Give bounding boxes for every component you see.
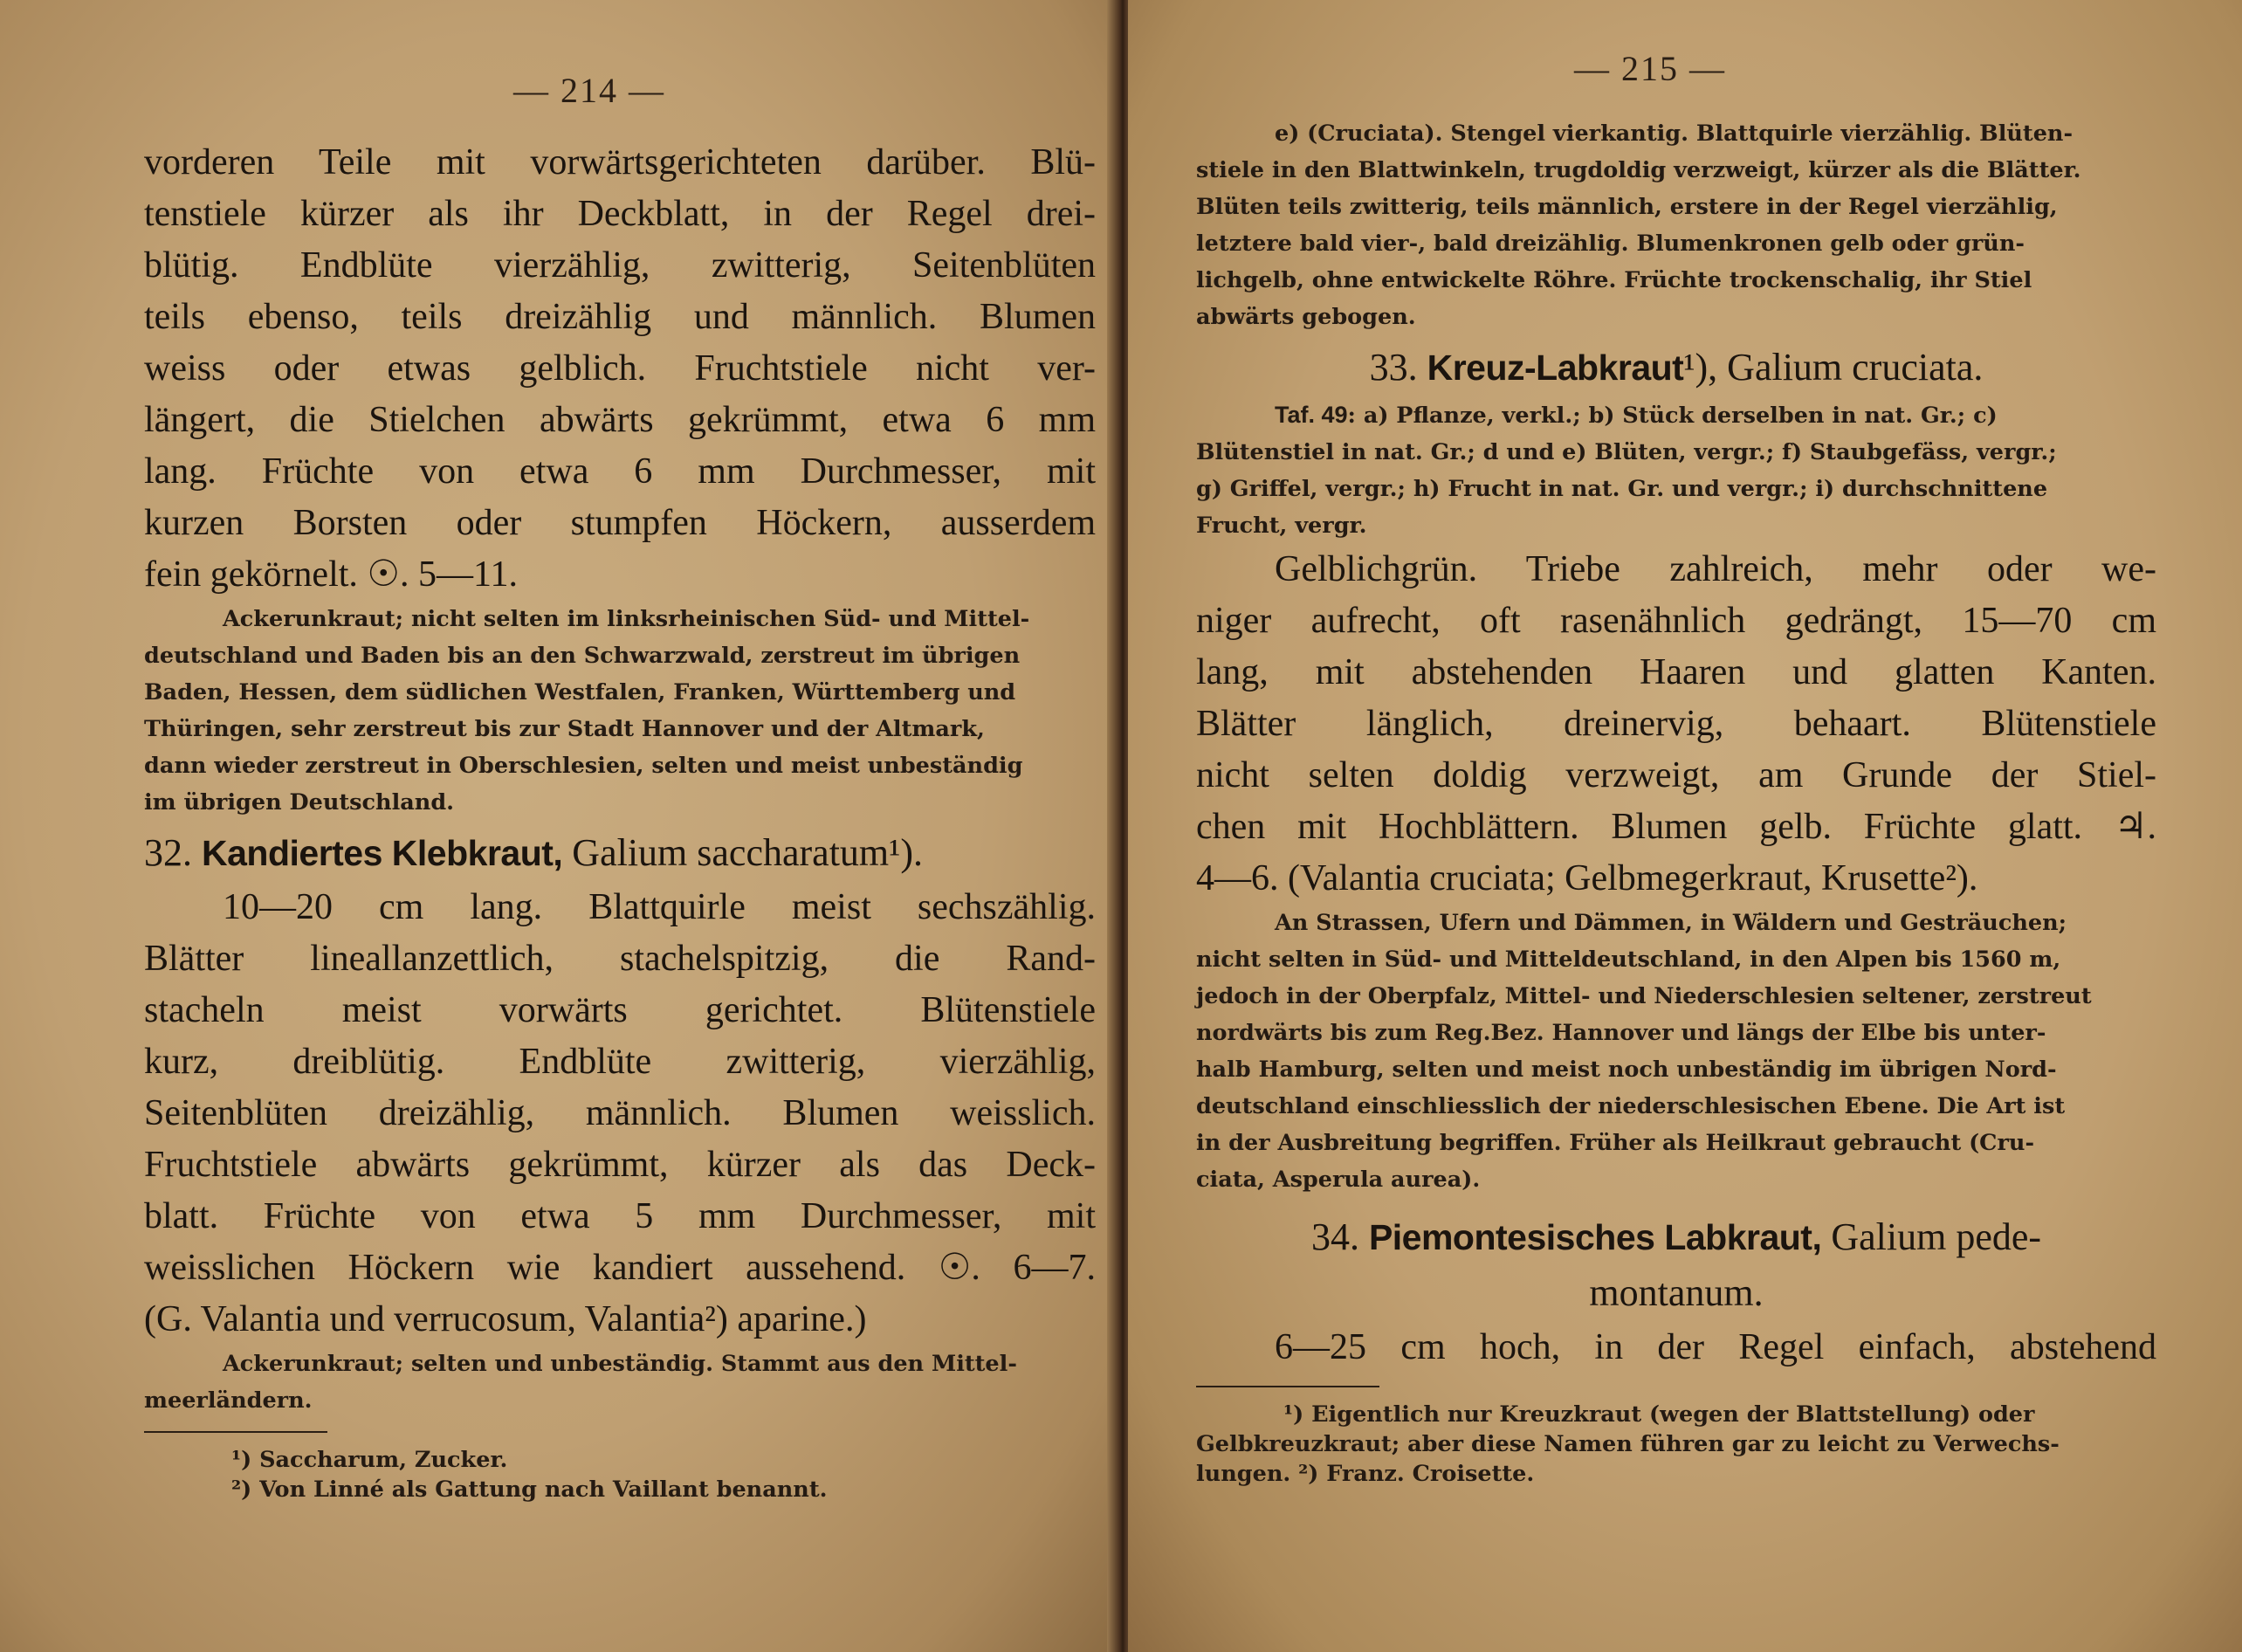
note-line: Baden, Hessen, dem südlichen Westfalen, Franken, Württemberg und	[144, 679, 1016, 706]
text-line: fein gekörnelt. ☉. 5—11.	[144, 554, 518, 595]
note-line: Ackerunkraut; selten und unbeständig. Stammt aus den Mittel-	[223, 1351, 1017, 1377]
note-line: abwärts gebogen.	[1196, 304, 1416, 330]
footnotes-left	[144, 1445, 1096, 1504]
text-line: 4—6. (Valantia cruciata; Gelbmegerkraut, Krusette²).	[1196, 858, 1978, 898]
entry-number: 34.	[1310, 1215, 1359, 1258]
text-line: weisslichen Höckern wie kandiert aussehend. ☉. 6—7.	[144, 1248, 1096, 1288]
text-line: stacheln meist vorwärts gerichtet. Blütenstiele	[144, 990, 1096, 1030]
note-line: jedoch in der Oberpfalz, Mittel- und Niederschlesien seltener, zerstreut	[1196, 983, 2092, 1009]
entry-number: 33.	[1369, 346, 1418, 389]
intro-paragraph	[144, 137, 1096, 601]
text-line: chen mit Hochblättern. Blumen gelb. Früchte glatt. ♃.	[1196, 807, 2156, 847]
footnote: ²) Von Linné als Gattung nach Vaillant benannt.	[231, 1476, 828, 1503]
latin-name: Galium pede-	[1831, 1215, 2042, 1258]
text-line: Fruchtstiele abwärts gekrümmt, kürzer als das Deck-	[144, 1145, 1096, 1185]
note-line: e) (Cruciata). Stengel vierkantig. Blattquirle vierzählig. Blüten-	[1275, 120, 2074, 147]
footnote: ¹) Eigentlich nur Kreuzkraut (wegen der Blattstellung) oder	[1283, 1401, 2035, 1428]
note-line: Blütenstiel in nat. Gr.; d und e) Blüten, vergr.; f) Staubgefäss, vergr.;	[1196, 439, 2057, 465]
note-line: : a) Pflanze, verkl.; b) Stück derselben in nat. Gr.; c)	[1347, 403, 1998, 429]
note-line: nordwärts bis zum Reg.Bez. Hannover und längs der Elbe bis unter-	[1196, 1020, 2046, 1046]
latin-name: Galium saccharatum¹).	[572, 831, 923, 874]
note-line: im übrigen Deutschland.	[144, 789, 455, 816]
text-line: kurz, dreiblütig. Endblüte zwitterig, vierzählig,	[144, 1042, 1096, 1082]
entry-32-description	[144, 882, 1096, 1346]
german-name: Kreuz-Labkraut	[1427, 348, 1684, 388]
note-line: meerländern.	[144, 1387, 313, 1414]
entry-number: 32.	[144, 831, 192, 874]
right-page-column	[1196, 48, 2156, 1489]
entry-heading-32	[144, 826, 1096, 880]
text-line: blütig. Endblüte vierzählig, zwitterig, Seitenblüten	[144, 245, 1096, 286]
plate-reference	[1196, 396, 2156, 544]
entry-33-description	[1196, 544, 2156, 905]
note-line: ciata, Asperula aurea).	[1196, 1167, 1481, 1193]
text-line: vorderen Teile mit vorwärtsgerichteten darüber. Blü-	[144, 142, 1096, 182]
entry-32-note	[144, 1346, 1096, 1419]
text-line: 6—25 cm hoch, in der Regel einfach, abstehend	[1275, 1327, 2156, 1367]
note-line: dann wieder zerstreut in Oberschlesien, selten und meist unbeständig	[144, 753, 1023, 779]
footnote: lungen. ²) Franz. Croisette.	[1196, 1461, 1535, 1487]
note-line: lichgelb, ohne entwickelte Röhre. Früchte trockenschalig, ihr Stiel	[1196, 267, 2032, 293]
note-line: Frucht, vergr.	[1196, 513, 1367, 539]
page-number-left: — 214 —	[513, 71, 665, 110]
footnote: Gelbkreuzkraut; aber diese Namen führen gar zu leicht zu Verwechs-	[1196, 1431, 2060, 1457]
text-line: blatt. Früchte von etwa 5 mm Durchmesser, mit	[144, 1196, 1096, 1236]
footnotes-right	[1196, 1400, 2156, 1489]
text-line: nicht selten doldig verzweigt, am Grunde der Stiel-	[1196, 755, 2156, 795]
entry-33-note	[1196, 905, 2156, 1198]
note-line: deutschland und Baden bis an den Schwarzwald, zerstreut im übrigen	[144, 643, 1021, 669]
entry-heading-34	[1196, 1210, 2156, 1264]
note-line: letztere bald vier-, bald dreizählig. Blumenkronen gelb oder grün-	[1196, 231, 2025, 257]
latin-name-continuation: montanum.	[1589, 1271, 1764, 1314]
text-line: teils ebenso, teils dreizählig und männlich. Blumen	[144, 297, 1096, 337]
entry-34-description	[1196, 1322, 2156, 1373]
text-line: Seitenblüten dreizählig, männlich. Blumen weisslich.	[144, 1093, 1096, 1133]
note-line: Thüringen, sehr zerstreut bis zur Stadt Hannover und der Altmark,	[144, 716, 985, 742]
text-line: kurzen Borsten oder stumpfen Höckern, ausserdem	[144, 503, 1096, 543]
text-line: weiss oder etwas gelblich. Fruchtstiele nicht ver-	[144, 348, 1096, 389]
left-page	[0, 0, 1119, 1652]
note-line: deutschland einschliesslich der niederschlesischen Ebene. Die Art ist	[1196, 1093, 2066, 1119]
latin-name: ¹), Galium cruciata.	[1683, 346, 1984, 389]
page-number-right: — 215 —	[1574, 49, 1726, 88]
left-page-column	[144, 70, 1096, 1504]
note-line: halb Hamburg, selten und meist noch unbeständig im übrigen Nord-	[1196, 1057, 2057, 1083]
text-line: Blätter länglich, dreinervig, behaart. Blütenstiele	[1196, 704, 2156, 744]
text-line: (G. Valantia und verrucosum, Valantia²) aparine.)	[144, 1299, 867, 1339]
note-line: stiele in den Blattwinkeln, trugdoldig verzweigt, kürzer als die Blätter.	[1196, 157, 2081, 183]
group-description	[1196, 115, 2156, 335]
text-line: lang. Früchte von etwa 6 mm Durchmesser, mit	[144, 451, 1096, 492]
text-line: Gelblichgrün. Triebe zahlreich, mehr oder we-	[1275, 549, 2156, 589]
text-line: Blätter lineallanzettlich, stachelspitzig, die Rand-	[144, 939, 1096, 979]
german-name: Piemontesisches Labkraut,	[1368, 1217, 1822, 1257]
note-line: An Strassen, Ufern und Dämmen, in Wäldern und Gesträuchen;	[1275, 910, 2067, 936]
habitat-note	[144, 601, 1096, 821]
note-line: in der Ausbreitung begriffen. Früher als Heilkraut gebraucht (Cru-	[1196, 1130, 2035, 1156]
footnote-divider	[144, 1431, 327, 1433]
text-line: niger aufrecht, oft rasenähnlich gedrängt, 15—70 cm	[1196, 601, 2156, 641]
note-line: g) Griffel, vergr.; h) Frucht in nat. Gr. und vergr.; i) durchschnittene	[1196, 476, 2048, 502]
entry-heading-33	[1196, 341, 2156, 395]
right-page	[1128, 0, 2242, 1652]
plate-label: Taf. 49	[1275, 402, 1348, 428]
text-line: längert, die Stielchen abwärts gekrümmt, etwa 6 mm	[144, 400, 1096, 440]
footnote: ¹) Saccharum, Zucker.	[231, 1447, 508, 1473]
note-line: Blüten teils zwitterig, teils männlich, erstere in der Regel vierzählig,	[1196, 194, 2058, 220]
note-line: Ackerunkraut; nicht selten im linksrheinischen Süd- und Mittel-	[223, 606, 1030, 632]
text-line: tenstiele kürzer als ihr Deckblatt, in der Regel drei-	[144, 194, 1096, 234]
text-line: 10—20 cm lang. Blattquirle meist sechszählig.	[223, 887, 1096, 927]
note-line: nicht selten in Süd- und Mitteldeutschland, in den Alpen bis 1560 m,	[1196, 946, 2061, 973]
german-name: Kandiertes Klebkraut,	[202, 833, 563, 873]
footnote-divider	[1196, 1386, 1379, 1387]
text-line: lang, mit abstehenden Haaren und glatten Kanten.	[1196, 652, 2156, 692]
